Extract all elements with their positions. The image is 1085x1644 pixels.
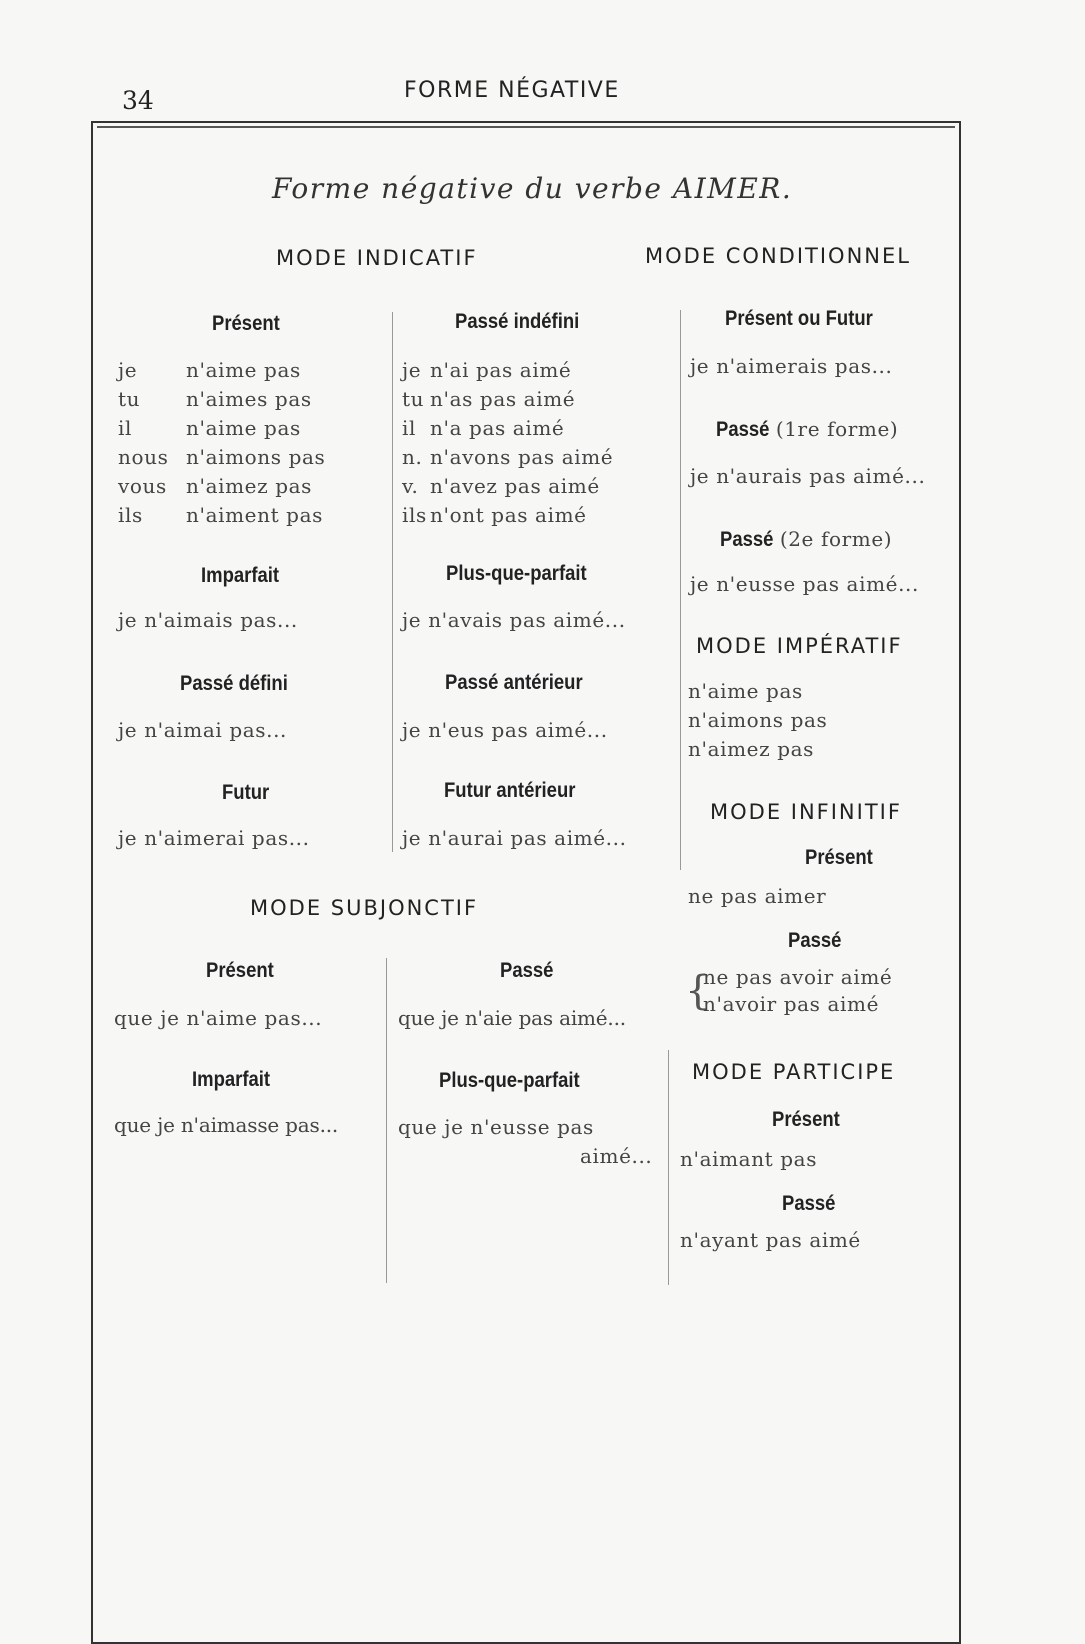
indicatif-passe-indefini-list [402,356,613,530]
subjonctif-passe-form: que je n'aie pas aimé... [398,1006,626,1030]
list-item: nous n'aimons pas [118,445,326,469]
indicatif-imparfait-form: je n'aimais pas... [118,608,298,632]
list-item: v. n'avez pas aimé [402,474,600,498]
participe-passe-form: n'ayant pas aimé [680,1228,861,1252]
subjonctif-passe-heading: Passé [500,959,554,982]
mode-infinitif-heading: MODE INFINITIF [710,800,902,824]
page-number: 34 [122,86,154,115]
list-item: n'aimons pas [688,708,828,732]
mode-imperatif-heading: MODE IMPÉRATIF [696,634,903,658]
list-item: tu n'aimes pas [118,387,312,411]
list-item: je n'ai pas aimé [402,358,572,382]
infinitif-present-form: ne pas aimer [688,884,827,908]
subjonctif-imparfait-heading: Imparfait [192,1068,271,1091]
indicatif-passe-indefini-heading: Passé indéfini [455,310,580,333]
list-item: ils n'ont pas aimé [402,503,587,527]
conditionnel-passe1-heading: Passé (1re forme) [716,417,899,441]
column-divider-conditionnel [680,310,681,870]
indicatif-present-heading: Présent [212,312,280,335]
list-item: il n'a pas aimé [402,416,565,440]
indicatif-plus-que-parfait-heading: Plus-que-parfait [446,562,587,585]
infinitif-present-heading: Présent [805,846,873,869]
indicatif-futur-heading: Futur [222,781,270,804]
column-divider-indicatif [392,312,393,852]
subjonctif-plus-que-parfait-heading: Plus-que-parfait [439,1069,580,1092]
conditionnel-passe2-form: je n'eusse pas aimé... [690,572,919,596]
list-item: vous n'aimez pas [118,474,312,498]
running-head: FORME NÉGATIVE [404,78,620,103]
table-frame [91,121,961,1644]
indicatif-plus-que-parfait-form: je n'avais pas aimé... [402,608,626,632]
infinitif-passe-list [703,964,892,1018]
conditionnel-present-form: je n'aimerais pas... [690,354,893,378]
participe-present-heading: Présent [772,1108,840,1131]
list-item: ils n'aiment pas [118,503,323,527]
indicatif-passe-anterieur-form: je n'eus pas aimé... [402,718,608,742]
list-item: n. n'avons pas aimé [402,445,614,469]
conditionnel-passe2-heading: Passé (2e forme) [720,527,893,551]
subjonctif-present-heading: Présent [206,959,274,982]
infinitif-passe-heading: Passé [788,929,842,952]
participe-passe-heading: Passé [782,1192,836,1215]
mode-participe-heading: MODE PARTICIPE [692,1060,896,1084]
mode-indicatif-heading: MODE INDICATIF [276,246,478,270]
subjonctif-present-form: que je n'aime pas... [114,1006,323,1030]
conditionnel-present-heading: Présent ou Futur [725,307,873,330]
infinitif-brace: { [685,968,711,1014]
list-item: n'aimez pas [688,737,814,761]
list-item: tu n'as pas aimé [402,387,576,411]
indicatif-futur-anterieur-heading: Futur antérieur [444,779,576,802]
column-divider-participe [668,1050,669,1285]
indicatif-passe-defini-heading: Passé défini [180,672,288,695]
indicatif-present-list [118,356,325,530]
subjonctif-imparfait-form: que je n'aimasse pas... [114,1113,339,1137]
column-divider-subjonctif [386,958,387,1283]
conditionnel-passe1-form: je n'aurais pas aimé... [690,464,926,488]
mode-subjonctif-heading: MODE SUBJONCTIF [250,896,479,920]
list-item: n'avoir pas aimé [703,992,880,1016]
list-item: je n'aime pas [118,358,301,382]
mode-conditionnel-heading: MODE CONDITIONNEL [645,244,911,268]
indicatif-futur-form: je n'aimerai pas... [118,826,310,850]
page-title: Forme négative du verbe AIMER. [272,172,793,205]
list-item: ne pas avoir aimé [703,965,893,989]
indicatif-passe-anterieur-heading: Passé antérieur [445,671,583,694]
subjonctif-plus-que-parfait-line2: aimé... [580,1144,653,1168]
list-item: n'aime pas [688,679,803,703]
subjonctif-plus-que-parfait-line1: que je n'eusse pas [398,1115,594,1139]
indicatif-imparfait-heading: Imparfait [201,564,280,587]
imperatif-list [688,677,827,764]
indicatif-futur-anterieur-form: je n'aurai pas aimé... [402,826,627,850]
indicatif-passe-defini-form: je n'aimai pas... [118,718,287,742]
participe-present-form: n'aimant pas [680,1147,818,1171]
list-item: il n'aime pas [118,416,301,440]
frame-top-rule [97,126,955,128]
